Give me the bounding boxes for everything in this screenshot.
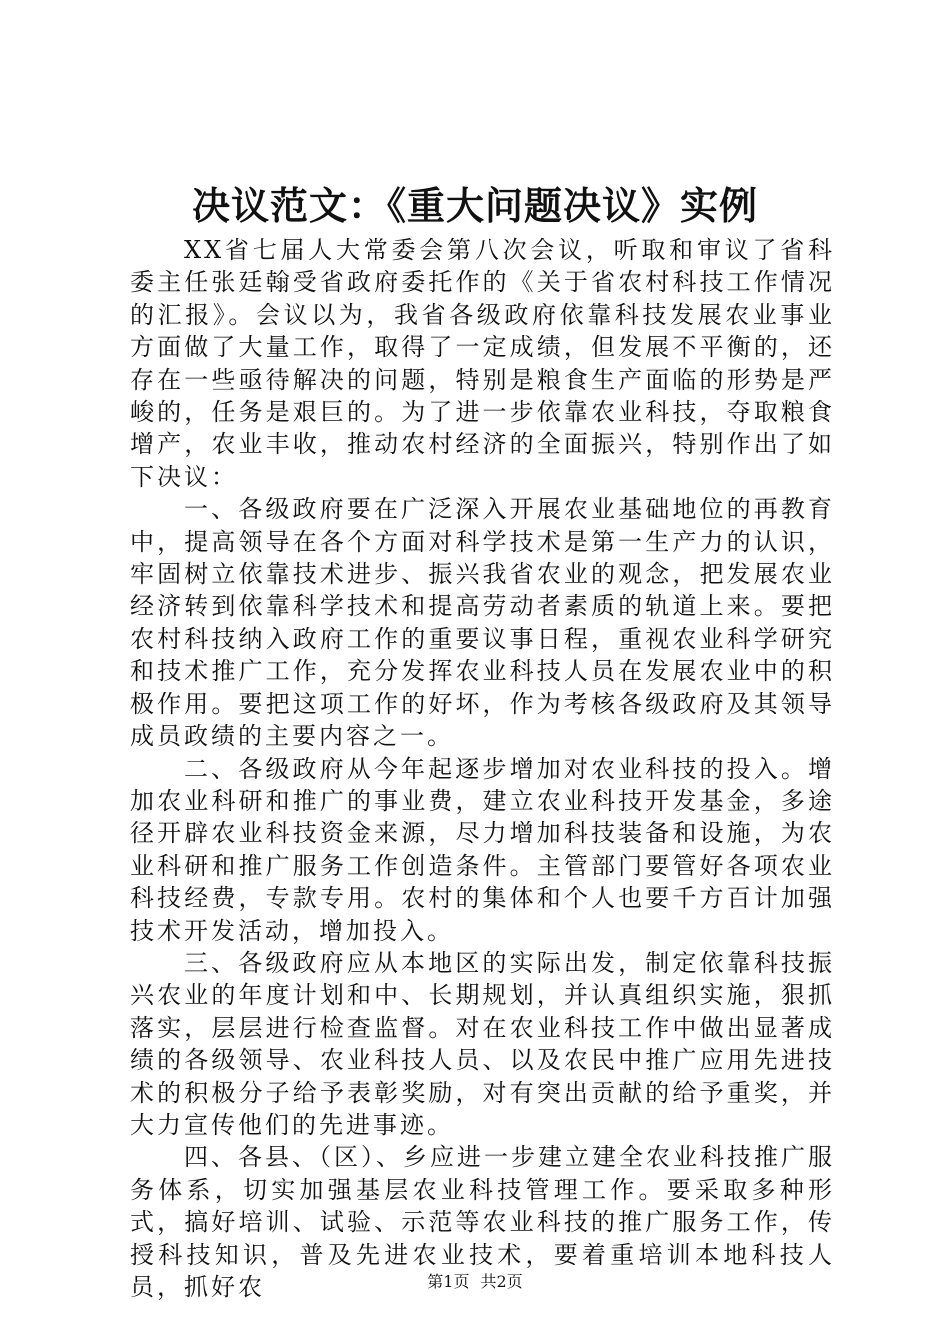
document-title: 决议范文：《重大问题决议》实例 (191, 184, 758, 228)
paragraph-item-4: 四、各县、（区）、乡应进一步建立建全农业科技推广服务体系，切实加强基层农业科技管理工作。要采取多种形式，搞好培训、试验、示范等农业科技的推广服务工作，传授科技知识，普及先进农业技术，要着重培训本地科技人员，抓好农 (130, 1143, 835, 1301)
paragraph-item-3: 三、各级政府应从本地区的实际出发，制定依靠科技振兴农业的年度计划和中、长期规划，并认真组织实施，狠抓落实，层层进行检查监督。对在农业科技工作中做出显著成绩的各级领导、农业科技人员、以及农民中推广应用先进技术的积极分子给予表彰奖励，对有突出贡献的给予重奖，并大力宣传他们的先进事迹。 (130, 948, 835, 1139)
page-footer (0, 1271, 950, 1293)
page-number: 第1页 (427, 1272, 470, 1291)
paragraph-intro: XX省七届人大常委会第八次会议，听取和审议了省科委主任张廷翰受省政府委托作的《关于省农村科技工作情况的汇报》。会议以为，我省各级政府依靠科技发展农业事业方面做了大量工作，取得了一定成绩，但发展不平衡的，还存在一些亟待解决的问题，特别是粮食生产面临的形势是严峻的，任务是艰巨的。为了进一步依靠农业科技，夺取粮食增产，农业丰收，推动农村经济的全面振兴，特别作出了如下决议： (130, 236, 835, 491)
page-total: 共2页 (480, 1272, 523, 1291)
paragraph-item-2: 二、各级政府从今年起逐步增加对农业科技的投入。增加农业科研和推广的事业费，建立农业科技开发基金，多途径开辟农业科技资金来源，尽力增加科技装备和设施，为农业科研和推广服务工作创造条件。主管部门要管好各项农业科技经费，专款专用。农村的集体和个人也要千方百计加强技术开发活动，增加投入。 (130, 754, 835, 945)
document-body (130, 234, 835, 1303)
paragraph-item-1: 一、各级政府要在广泛深入开展农业基础地位的再教育中，提高领导在各个方面对科学技术是第一生产力的认识，牢固树立依靠技术进步、振兴我省农业的观念，把发展农业经济转到依靠科学技术和提高劳动者素质的轨道上来。要把农村科技纳入政府工作的重要议事日程，重视农业科学研究和技术推广工作，充分发挥农业科技人员在发展农业中的积极作用。要把这项工作的好坏，作为考核各级政府及其领导成员政绩的主要内容之一。 (130, 495, 835, 751)
